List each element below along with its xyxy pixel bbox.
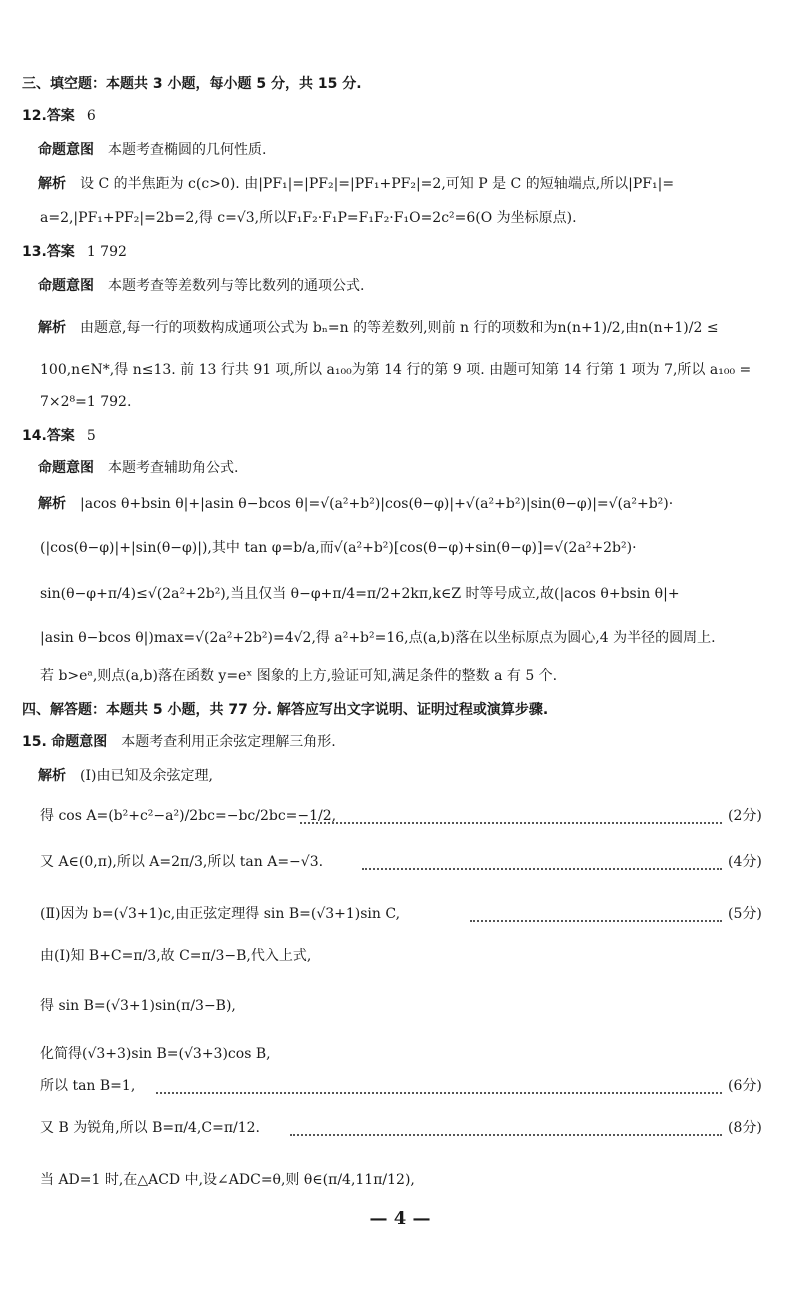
section-heading-fill-in: 三、填空题：本题共 3 小题，每小题 5 分，共 15 分. (22, 76, 362, 92)
q15-dot-leader-9 (290, 1134, 722, 1136)
q12-intent-line (38, 140, 266, 160)
q15-number: 15. (22, 734, 47, 750)
q15-intent-label: 命题意图 (51, 734, 108, 750)
q15-step-text-3: 又 A∈(0,π),所以 A=2π/3,所以 tan A=−√3. (40, 854, 324, 870)
q15-step-text-4: (Ⅱ)因为 b=(√3+1)c,由正弦定理得 sin B=(√3+1)sin C, (40, 906, 401, 922)
q15-intent: 本题考查利用正余弦定理解三角形. (121, 734, 336, 750)
q13-analysis-line-2: 100,n∈N*,得 n≤13. 前 13 行共 91 项,所以 a₁₀₀为第 14 行的第 9 项. 由题可知第 14 行第 1 项为 7,所以 a₁₀₀ = (40, 362, 752, 378)
q15-dot-leader-3 (362, 868, 722, 870)
page-number: — 4 — (369, 1208, 431, 1229)
q13-analysis-line-3: 7×2⁸=1 792. (40, 394, 132, 410)
q13-answer: 1 792 (86, 244, 127, 260)
q15-analysis-label: 解析 (38, 768, 66, 784)
q15-step-text-9: 又 B 为锐角,所以 B=π/4,C=π/12. (40, 1120, 261, 1136)
q15-intent-line (22, 732, 336, 752)
q15-step-text-10: 当 AD=1 时,在△ACD 中,设∠ADC=θ,则 θ∈(π/4,11π/12), (40, 1172, 415, 1188)
q15-points-3: (4分) (728, 854, 762, 870)
q12-answer: 6 (86, 108, 96, 124)
q14-answer-line (22, 426, 96, 446)
q12-answer-line (22, 106, 96, 126)
q13-intent-line (38, 276, 364, 296)
q15-step-text-1: (Ⅰ)由已知及余弦定理, (80, 768, 213, 784)
q15-points-4: (5分) (728, 906, 762, 922)
q13-analysis-text-1: 由题意,每一行的项数构成通项公式为 bₙ=n 的等差数列,则前 n 行的项数和为n(n+1)/2,由n(n+1)/2 ≤ (80, 320, 719, 336)
q15-step-text-6: 得 sin B=(√3+1)sin(π/3−B), (40, 998, 236, 1014)
q13-intent-label: 命题意图 (38, 278, 94, 294)
q15-dot-leader-2 (300, 822, 722, 824)
q14-analysis-line-3: sin(θ−φ+π/4)≤√(2a²+2b²),当且仅当 θ−φ+π/4=π/2+2kπ,k∈Z 时等号成立,故(|acos θ+bsin θ|+ (40, 586, 680, 602)
q13-analysis-line-1 (38, 318, 719, 338)
q15-points-2: (2分) (728, 808, 762, 824)
q15-dot-leader-8 (156, 1092, 722, 1094)
q15-points-8: (6分) (728, 1078, 762, 1094)
q15-step-text-5: 由(Ⅰ)知 B+C=π/3,故 C=π/3−B,代入上式, (40, 948, 312, 964)
q15-step-text-2: 得 cos A=(b²+c²−a²)/2bc=−bc/2bc=−1/2, (40, 808, 337, 824)
q14-analysis-line-5: 若 b>eᵃ,则点(a,b)落在函数 y=eˣ 图象的上方,验证可知,满足条件的整数 a 有 5 个. (40, 668, 558, 684)
q14-analysis-text-1: |acos θ+bsin θ|+|asin θ−bcos θ|=√(a²+b²)|cos(θ−φ)|+√(a²+b²)|sin(θ−φ)|=√(a²+b²)· (80, 496, 674, 512)
q12-number: 12. (22, 108, 47, 124)
q12-analysis-line-2: a=2,|PF₁+PF₂|=2b=2,得 c=√3,所以F₁F₂·F₁P=F₁F₂·F₁O=2c²=6(O 为坐标原点). (40, 210, 577, 226)
q15-step-text-8: 所以 tan B=1, (40, 1078, 136, 1094)
q14-intent-line (38, 458, 238, 478)
section-heading-solutions: 四、解答题：本题共 5 小题，共 77 分. 解答应写出文字说明、证明过程或演算步骤. (22, 702, 549, 718)
q13-intent: 本题考查等差数列与等比数列的通项公式. (108, 278, 365, 294)
q13-analysis-label: 解析 (38, 320, 66, 336)
q15-points-9: (8分) (728, 1120, 762, 1136)
q14-analysis-label: 解析 (38, 496, 66, 512)
q15-step-text-7: 化简得(√3+3)sin B=(√3+3)cos B, (40, 1046, 271, 1062)
q12-intent: 本题考查椭圆的几何性质. (108, 142, 267, 158)
q15-dot-leader-4 (470, 920, 722, 922)
q13-answer-label: 答案 (46, 244, 75, 260)
q12-answer-label: 答案 (46, 108, 75, 124)
q12-analysis-label: 解析 (38, 176, 66, 192)
q14-intent: 本题考查辅助角公式. (108, 460, 239, 476)
q13-number: 13. (22, 244, 47, 260)
q14-answer-label: 答案 (46, 428, 75, 444)
q14-analysis-line-1 (38, 494, 673, 514)
q14-intent-label: 命题意图 (38, 460, 94, 476)
q14-number: 14. (22, 428, 47, 444)
q12-analysis-text-1: 设 C 的半焦距为 c(c>0). 由|PF₁|=|PF₂|=|PF₁+PF₂|=2,可知 P 是 C 的短轴端点,所以|PF₁|= (80, 176, 675, 192)
q12-analysis-line-1 (38, 174, 674, 194)
q13-answer-line (22, 242, 127, 262)
q15-analysis-line-1 (38, 766, 213, 786)
q14-analysis-line-2: (|cos(θ−φ)|+|sin(θ−φ)|),其中 tan φ=b/a,而√(a²+b²)[cos(θ−φ)+sin(θ−φ)]=√(2a²+2b²)· (40, 540, 637, 556)
q14-analysis-line-4: |asin θ−bcos θ|)max=√(2a²+2b²)=4√2,得 a²+b²=16,点(a,b)落在以坐标原点为圆心,4 为半径的圆周上. (40, 630, 716, 646)
q14-answer: 5 (86, 428, 96, 444)
q12-intent-label: 命题意图 (38, 142, 94, 158)
